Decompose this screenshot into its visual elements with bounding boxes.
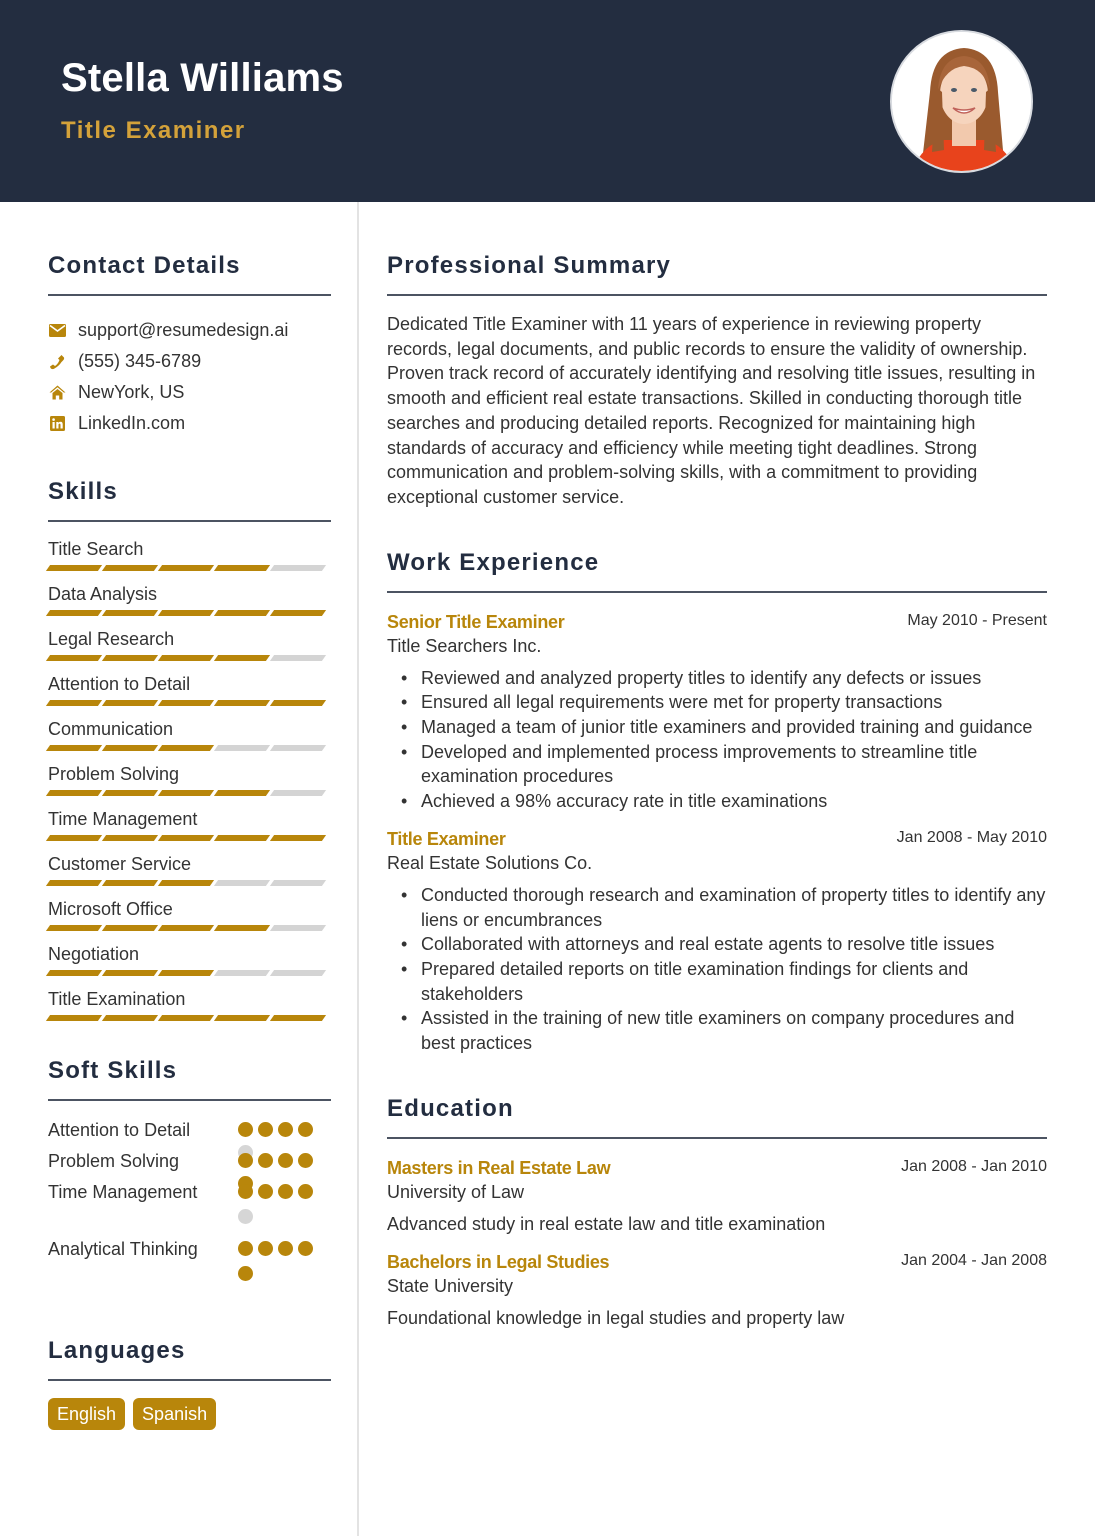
section-divider	[48, 294, 331, 296]
section-divider	[48, 520, 331, 522]
section-divider	[387, 591, 1047, 593]
skill-item	[48, 984, 331, 1021]
skill-rating-bar	[48, 565, 331, 571]
skill-rating-bar	[48, 1015, 331, 1021]
skills-list	[48, 534, 331, 1021]
education-entry	[387, 1250, 1047, 1330]
rating-segment	[214, 970, 270, 976]
rating-segment	[158, 835, 214, 841]
rating-segment	[158, 610, 214, 616]
job-title: Title Examiner	[387, 828, 506, 849]
skill-rating-bar	[48, 700, 331, 706]
skill-item	[48, 534, 331, 571]
rating-segment	[102, 880, 158, 886]
soft-skill-rating-dots	[238, 1118, 318, 1143]
soft-skills-section	[48, 1056, 331, 1294]
skill-rating-bar	[48, 790, 331, 796]
skill-label: Communication	[48, 719, 174, 739]
rating-segment	[270, 925, 326, 931]
rating-segment	[270, 880, 326, 886]
rating-segment	[158, 745, 214, 751]
job-bullet: • Reviewed and analyzed property titles to identify any defects or issues	[387, 666, 1047, 691]
job-entry	[387, 827, 1047, 1056]
section-title: Contact Details	[48, 252, 241, 279]
rating-segment	[158, 925, 214, 931]
skill-label: Time Management	[48, 809, 198, 829]
phone-icon	[48, 353, 66, 371]
contact-phone[interactable]	[48, 346, 331, 377]
rating-dot	[298, 1122, 313, 1137]
job-dates: May 2010 - Present	[907, 611, 1047, 629]
rating-segment	[270, 655, 326, 661]
rating-segment	[270, 790, 326, 796]
education-dates: Jan 2008 - Jan 2010	[901, 1157, 1047, 1175]
rating-segment	[214, 700, 270, 706]
section-divider	[387, 1137, 1047, 1139]
skill-rating-bar	[48, 610, 331, 616]
rating-segment	[102, 835, 158, 841]
soft-skill-label: Attention to Detail	[48, 1120, 191, 1140]
rating-segment	[214, 880, 270, 886]
rating-segment	[46, 745, 102, 751]
sidebar	[48, 202, 331, 1430]
rating-dot	[278, 1241, 293, 1256]
rating-segment	[214, 610, 270, 616]
job-dates: Jan 2008 - May 2010	[896, 828, 1047, 846]
soft-skills-list	[48, 1118, 331, 1294]
rating-segment	[270, 700, 326, 706]
rating-segment	[102, 970, 158, 976]
rating-dot	[298, 1241, 313, 1256]
rating-segment	[270, 835, 326, 841]
linkedin-icon	[48, 415, 66, 433]
soft-skill-label: Problem Solving	[48, 1151, 180, 1171]
skill-item	[48, 579, 331, 616]
job-bullet: • Managed a team of junior title examiners and provided training and guidance	[387, 715, 1047, 740]
contact-linkedin[interactable]	[48, 408, 331, 439]
skill-rating-bar	[48, 655, 331, 661]
skill-item	[48, 714, 331, 751]
rating-segment	[214, 835, 270, 841]
education-section	[387, 1094, 1047, 1330]
education-description: Foundational knowledge in legal studies and property law	[387, 1307, 845, 1328]
rating-segment	[102, 1015, 158, 1021]
rating-segment	[270, 745, 326, 751]
rating-segment	[46, 970, 102, 976]
section-divider	[48, 1379, 331, 1381]
skill-rating-bar	[48, 880, 331, 886]
rating-dot	[258, 1153, 273, 1168]
rating-segment	[158, 880, 214, 886]
job-title: Senior Title Examiner	[387, 611, 565, 632]
rating-segment	[270, 565, 326, 571]
skill-item	[48, 849, 331, 886]
rating-dot	[278, 1184, 293, 1199]
job-bullets	[387, 666, 1047, 814]
skill-item	[48, 804, 331, 841]
resume-header	[0, 0, 1095, 202]
contact-location-text: NewYork, US	[78, 382, 185, 402]
languages-section	[48, 1336, 331, 1430]
job-bullet: • Assisted in the training of new title examiners on company procedures and best practices	[387, 1006, 1047, 1055]
skill-label: Data Analysis	[48, 584, 158, 604]
skill-label: Title Search	[48, 539, 144, 559]
rating-dot	[298, 1184, 313, 1199]
contact-linkedin-text: LinkedIn.com	[78, 413, 186, 433]
job-bullet: • Prepared detailed reports on title examination findings for clients and stakeholders	[387, 957, 1047, 1006]
rating-dot	[238, 1122, 253, 1137]
skill-label: Problem Solving	[48, 764, 180, 784]
contact-email-text: support@resumedesign.ai	[78, 320, 289, 340]
soft-skill-rating-dots	[238, 1237, 318, 1262]
rating-segment	[270, 1015, 326, 1021]
education-entry	[387, 1156, 1047, 1236]
home-icon	[48, 384, 66, 402]
rating-segment	[270, 970, 326, 976]
contact-list	[48, 315, 331, 439]
rating-dot	[258, 1241, 273, 1256]
column-divider	[357, 202, 359, 1536]
skill-label: Attention to Detail	[48, 674, 191, 694]
soft-skill-item	[48, 1237, 331, 1294]
section-title: Work Experience	[387, 548, 600, 576]
rating-segment	[102, 790, 158, 796]
soft-skill-label: Time Management	[48, 1182, 198, 1202]
contact-section	[48, 251, 331, 439]
skill-rating-bar	[48, 835, 331, 841]
degree-title: Bachelors in Legal Studies	[387, 1251, 610, 1272]
summary-section	[387, 251, 1047, 510]
rating-segment	[46, 790, 102, 796]
rating-segment	[270, 610, 326, 616]
rating-segment	[46, 700, 102, 706]
rating-segment	[102, 610, 158, 616]
profile-photo	[890, 30, 1033, 173]
school-name: State University	[387, 1275, 514, 1296]
rating-segment	[102, 565, 158, 571]
job-entry	[387, 610, 1047, 814]
job-company: Title Searchers Inc.	[387, 635, 542, 656]
rating-segment	[46, 655, 102, 661]
rating-segment	[158, 700, 214, 706]
rating-segment	[214, 1015, 270, 1021]
rating-dot	[298, 1153, 313, 1168]
soft-skill-rating-dots	[238, 1180, 318, 1205]
candidate-name: Stella Williams	[61, 56, 344, 100]
soft-skill-rating-dots	[238, 1149, 318, 1174]
rating-segment	[158, 790, 214, 796]
education-description: Advanced study in real estate law and title examination	[387, 1213, 826, 1234]
soft-skill-item	[48, 1149, 331, 1180]
skill-item	[48, 894, 331, 931]
section-title: Professional Summary	[387, 252, 672, 279]
skill-label: Negotiation	[48, 944, 140, 964]
section-divider	[48, 1099, 331, 1101]
rating-segment	[214, 565, 270, 571]
rating-dot	[238, 1153, 253, 1168]
soft-skill-label: Analytical Thinking	[48, 1239, 198, 1259]
summary-text: Dedicated Title Examiner with 11 years of experience in reviewing property records, legal documents, and public records to ensure the validity of ownership. Proven track record of accurately identifying and resolving title issues, resulting in smooth and efficient real estate transactions. Skilled in conducting thorough title searches and producing detailed reports. Recognized for maintaining high standards of accuracy and efficiency while meeting tight deadlines. Strong communication and problem-solving skills, with a commitment to providing exceptional customer service.	[387, 314, 1036, 507]
rating-segment	[46, 565, 102, 571]
education-dates: Jan 2004 - Jan 2008	[901, 1251, 1047, 1269]
degree-title: Masters in Real Estate Law	[387, 1157, 611, 1178]
section-title: Education	[387, 1094, 514, 1122]
soft-skill-item	[48, 1180, 331, 1237]
school-name: University of Law	[387, 1181, 525, 1202]
soft-skill-item	[48, 1118, 331, 1149]
rating-dot	[278, 1153, 293, 1168]
language-list	[48, 1398, 331, 1430]
experience-section	[387, 548, 1047, 1056]
language-badge: Spanish	[133, 1398, 216, 1430]
rating-segment	[158, 655, 214, 661]
job-bullet: • Conducted thorough research and examination of property titles to identify any liens or encumbrances	[387, 883, 1047, 932]
rating-segment	[102, 925, 158, 931]
skill-item	[48, 669, 331, 706]
skills-section	[48, 477, 331, 1021]
rating-segment	[46, 835, 102, 841]
rating-segment	[102, 700, 158, 706]
rating-segment	[102, 655, 158, 661]
rating-dot	[258, 1184, 273, 1199]
skill-label: Legal Research	[48, 629, 175, 649]
rating-segment	[214, 790, 270, 796]
job-bullet: • Developed and implemented process improvements to streamline title examination procedures	[387, 740, 1047, 789]
rating-dot	[258, 1122, 273, 1137]
candidate-title: Title Examiner	[61, 117, 246, 144]
skill-item	[48, 624, 331, 661]
rating-dot	[238, 1241, 253, 1256]
language-badge: English	[48, 1398, 125, 1430]
rating-segment	[158, 1015, 214, 1021]
job-bullets	[387, 883, 1047, 1056]
rating-segment	[214, 925, 270, 931]
job-company: Real Estate Solutions Co.	[387, 852, 593, 873]
skill-rating-bar	[48, 970, 331, 976]
rating-segment	[214, 745, 270, 751]
skill-rating-bar	[48, 745, 331, 751]
section-title: Skills	[48, 478, 118, 505]
skill-label: Title Examination	[48, 989, 186, 1009]
envelope-icon	[48, 322, 66, 340]
rating-segment	[46, 880, 102, 886]
portrait-image	[892, 32, 1033, 173]
rating-segment	[158, 970, 214, 976]
contact-phone-text: (555) 345-6789	[78, 351, 202, 371]
job-bullet: • Collaborated with attorneys and real estate agents to resolve title issues	[387, 932, 1047, 957]
skill-item	[48, 939, 331, 976]
skill-rating-bar	[48, 925, 331, 931]
rating-segment	[158, 565, 214, 571]
rating-dot	[238, 1209, 253, 1224]
section-title: Languages	[48, 1337, 186, 1364]
job-bullet: • Ensured all legal requirements were met for property transactions	[387, 690, 1047, 715]
section-divider	[387, 294, 1047, 296]
skill-label: Microsoft Office	[48, 899, 173, 919]
contact-location	[48, 377, 331, 408]
rating-segment	[46, 925, 102, 931]
rating-dot	[238, 1266, 253, 1281]
rating-dot	[278, 1122, 293, 1137]
rating-segment	[46, 610, 102, 616]
rating-segment	[102, 745, 158, 751]
main-content	[387, 202, 1047, 1330]
job-bullet: • Achieved a 98% accuracy rate in title examinations	[387, 789, 1047, 814]
rating-segment	[46, 1015, 102, 1021]
skill-label: Customer Service	[48, 854, 192, 874]
contact-email[interactable]	[48, 315, 331, 346]
skill-item	[48, 759, 331, 796]
section-title: Soft Skills	[48, 1057, 178, 1084]
rating-segment	[214, 655, 270, 661]
rating-dot	[238, 1184, 253, 1199]
